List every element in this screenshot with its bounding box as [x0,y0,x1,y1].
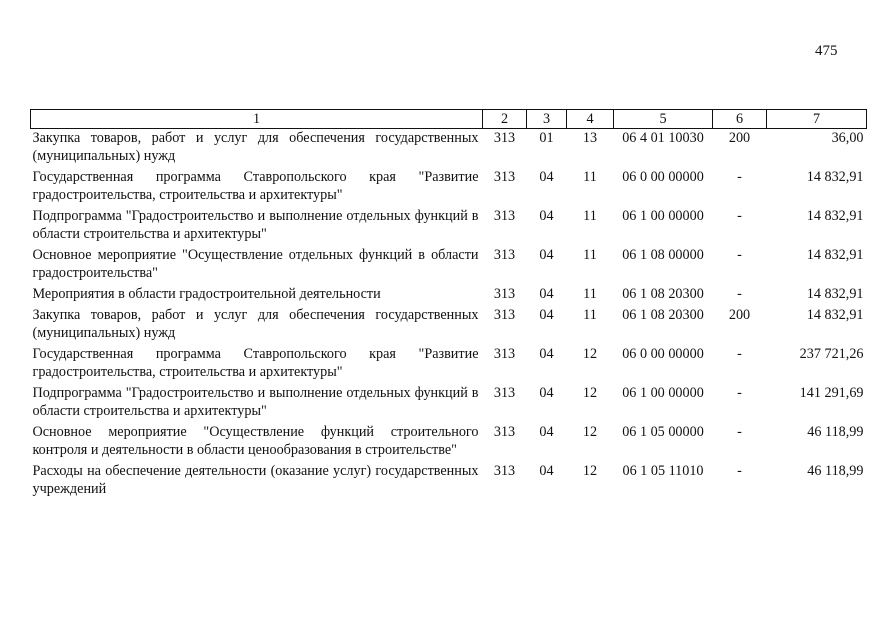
header-col-1: 1 [31,110,483,129]
table-row [31,462,867,501]
row-amount: 36,00 [831,130,864,146]
table-row [31,345,867,384]
row-section: 04 [539,169,554,185]
row-target-article: 06 4 01 10030 [622,130,704,146]
table-row [31,168,867,207]
row-expense-type: - [737,385,742,401]
header-col-4: 4 [567,110,614,129]
row-name: Подпрограмма "Градостроительство и выполнение отдельных функций в области строительства и архитектуры" [32,208,479,242]
row-expense-type: - [737,424,742,440]
row-subsection: 11 [583,247,597,263]
row-amount: 14 832,91 [806,286,864,302]
row-section: 04 [539,208,554,224]
row-name: Основное мероприятие "Осуществление функций строительного контроля и деятельности в области ценообразования в строительстве" [32,424,479,458]
row-expense-type: - [737,286,742,302]
row-name: Закупка товаров, работ и услуг для обеспечения государственных (муниципальных) нужд [32,130,479,164]
row-name: Мероприятия в области градостроительной деятельности [32,286,381,302]
row-subsection: 11 [583,208,597,224]
table-row [31,384,867,423]
row-target-article: 06 1 05 00000 [622,424,704,440]
row-section: 04 [539,307,554,323]
row-target-article: 06 1 08 20300 [622,286,704,302]
row-expense-type: - [737,346,742,362]
header-col-7: 7 [767,110,867,129]
row-section: 04 [539,463,554,479]
budget-table [30,109,867,501]
row-name: Основное мероприятие "Осуществление отдельных функций в области градостроительства" [32,247,479,281]
row-target-article: 06 1 00 00000 [622,208,704,224]
row-target-article: 06 1 00 00000 [622,385,704,401]
row-section: 04 [539,385,554,401]
table-row [31,129,867,169]
row-grbs: 313 [493,130,516,146]
table-row [31,207,867,246]
row-expense-type: 200 [728,130,751,146]
row-name: Расходы на обеспечение деятельности (оказание услуг) государственных учреждений [32,463,479,497]
row-subsection: 11 [583,286,597,302]
row-name: Закупка товаров, работ и услуг для обеспечения государственных (муниципальных) нужд [32,307,479,341]
row-name: Подпрограмма "Градостроительство и выполнение отдельных функций в области строительства и архитектуры" [32,385,479,419]
row-section: 04 [539,286,554,302]
row-subsection: 12 [582,424,598,440]
row-section: 01 [539,130,554,146]
row-grbs: 313 [493,463,516,479]
row-amount: 46 118,99 [807,463,864,479]
row-expense-type: 200 [728,307,751,323]
row-subsection: 12 [582,463,598,479]
row-target-article: 06 1 08 00000 [622,247,704,263]
row-amount: 14 832,91 [806,208,864,224]
row-subsection: 13 [582,130,598,146]
row-amount: 14 832,91 [806,307,864,323]
row-target-article: 06 0 00 00000 [622,169,704,185]
row-subsection: 11 [583,169,597,185]
header-col-6: 6 [713,110,767,129]
table-row [31,246,867,285]
table-row [31,285,867,306]
row-target-article: 06 0 00 00000 [622,346,704,362]
row-expense-type: - [737,208,742,224]
header-col-3: 3 [527,110,567,129]
row-amount: 14 832,91 [806,247,864,263]
table-row [31,306,867,345]
row-grbs: 313 [493,208,516,224]
row-subsection: 11 [583,307,597,323]
row-section: 04 [539,346,554,362]
row-grbs: 313 [493,346,516,362]
row-grbs: 313 [493,385,516,401]
row-amount: 141 291,69 [799,385,864,401]
row-amount: 46 118,99 [807,424,864,440]
row-subsection: 12 [582,385,598,401]
row-expense-type: - [737,463,742,479]
row-grbs: 313 [493,247,516,263]
row-subsection: 12 [582,346,598,362]
header-col-5: 5 [614,110,713,129]
row-target-article: 06 1 05 11010 [622,463,704,479]
row-amount: 237 721,26 [799,346,864,362]
row-target-article: 06 1 08 20300 [622,307,704,323]
row-section: 04 [539,247,554,263]
row-expense-type: - [737,247,742,263]
page-number: 475 [815,43,838,59]
table-header-row [31,110,867,129]
row-expense-type: - [737,169,742,185]
row-grbs: 313 [493,307,516,323]
row-amount: 14 832,91 [806,169,864,185]
row-name: Государственная программа Ставропольского края "Развитие градостроительства, строительства и архитектуры" [32,169,479,203]
row-grbs: 313 [493,169,516,185]
row-section: 04 [539,424,554,440]
row-grbs: 313 [493,286,516,302]
header-col-2: 2 [483,110,527,129]
row-grbs: 313 [493,424,516,440]
table-row [31,423,867,462]
row-name: Государственная программа Ставропольского края "Развитие градостроительства, строительства и архитектуры" [32,346,479,380]
